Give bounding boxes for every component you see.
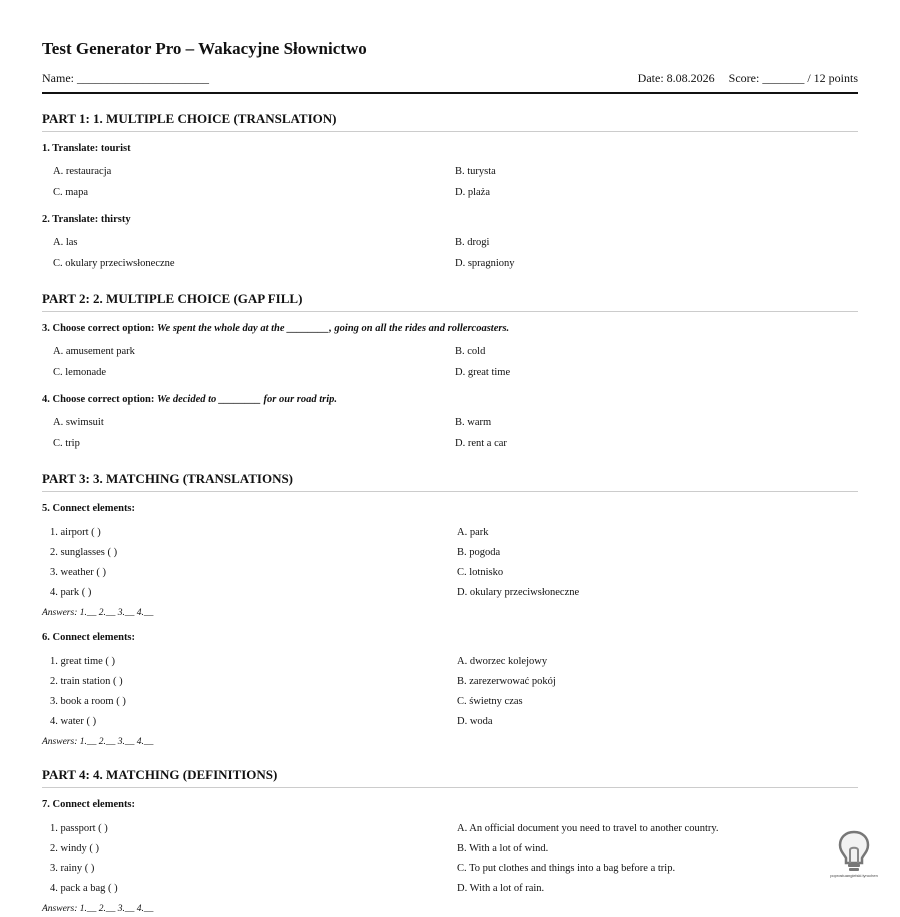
question-prompt	[42, 321, 858, 337]
match-left-item: 1. passport ( )	[50, 823, 108, 834]
logo-text: poprostuangielski.tyrochen	[830, 873, 878, 878]
header-divider	[42, 92, 858, 94]
match-right-item: B. With a lot of wind.	[457, 843, 549, 854]
gap-sentence: We spent the whole day at the ________, going on all the rides and rollercoasters.	[157, 323, 510, 334]
match-left-item: 1. airport ( )	[50, 527, 101, 538]
score-field: Score: _______ / 12 points	[728, 71, 858, 85]
page-title: Test Generator Pro – Wakacyjne Słownictwo	[42, 39, 367, 58]
match-right-item: C. To put clothes and things into a bag before a trip.	[457, 863, 676, 874]
match-left-item: 2. windy ( )	[50, 843, 99, 854]
match-left-item: 4. park ( )	[50, 587, 92, 598]
section-part-2	[42, 290, 858, 454]
options-grid	[42, 341, 858, 383]
match-right-item: B. zarezerwować pokój	[457, 676, 556, 687]
option-c: C. lemonade	[53, 367, 107, 378]
section-heading: PART 4: 4. MATCHING (DEFINITIONS)	[42, 766, 858, 788]
question-prompt: 5. Connect elements:	[42, 503, 136, 514]
section-part-1	[42, 110, 858, 274]
matching-grid	[42, 652, 858, 732]
option-b: B. warm	[455, 417, 492, 428]
name-field: Name: ______________________	[42, 71, 209, 85]
match-right-item: B. pogoda	[457, 547, 501, 558]
header-right	[638, 70, 858, 86]
question-2	[42, 212, 858, 274]
match-right-item: A. An official document you need to travel to another country.	[457, 823, 719, 834]
options-grid	[42, 412, 858, 454]
question-1	[42, 141, 858, 203]
match-right-item: D. With a lot of rain.	[457, 883, 545, 894]
options-grid	[42, 161, 858, 203]
question-7	[42, 797, 858, 917]
question-prompt: 1. Translate: tourist	[42, 143, 131, 154]
answer-line: Answers: 1.__ 2.__ 3.__ 4.__	[42, 904, 154, 914]
section-part-4	[42, 766, 858, 917]
question-4	[42, 392, 858, 454]
question-prompt	[42, 392, 858, 408]
worksheet	[42, 38, 858, 917]
question-3	[42, 321, 858, 383]
match-left-item: 4. pack a bag ( )	[50, 883, 118, 894]
question-prompt: 6. Connect elements:	[42, 632, 136, 643]
option-a: A. amusement park	[53, 346, 135, 357]
match-right-item: A. dworzec kolejowy	[457, 656, 548, 667]
question-5	[42, 501, 858, 621]
match-left-item: 4. water ( )	[50, 716, 97, 727]
option-d: D. rent a car	[455, 438, 507, 449]
option-a: A. restauracja	[53, 166, 112, 177]
match-left-item: 1. great time ( )	[50, 656, 116, 667]
answer-line: Answers: 1.__ 2.__ 3.__ 4.__	[42, 608, 154, 618]
option-c: C. trip	[53, 438, 80, 449]
option-d: D. spragniony	[455, 258, 515, 269]
option-b: B. cold	[455, 346, 486, 357]
match-right-item: C. świetny czas	[457, 696, 523, 707]
option-d: D. plaża	[455, 187, 490, 198]
question-prompt: 2. Translate: thirsty	[42, 214, 131, 225]
matching-grid	[42, 523, 858, 603]
answer-line: Answers: 1.__ 2.__ 3.__ 4.__	[42, 737, 154, 747]
match-right-item: A. park	[457, 527, 489, 538]
match-right-item: D. woda	[457, 716, 493, 727]
option-a: A. swimsuit	[53, 417, 104, 428]
section-part-3	[42, 470, 858, 750]
option-b: B. drogi	[455, 237, 490, 248]
section-heading: PART 1: 1. MULTIPLE CHOICE (TRANSLATION)	[42, 110, 858, 132]
option-b: B. turysta	[455, 166, 496, 177]
question-prompt: 7. Connect elements:	[42, 799, 136, 810]
option-c: C. okulary przeciwsłoneczne	[53, 258, 175, 269]
section-heading: PART 3: 3. MATCHING (TRANSLATIONS)	[42, 470, 858, 492]
option-a: A. las	[53, 237, 78, 248]
option-c: C. mapa	[53, 187, 88, 198]
match-left-item: 3. book a room ( )	[50, 696, 126, 707]
section-heading: PART 2: 2. MULTIPLE CHOICE (GAP FILL)	[42, 290, 858, 312]
gap-sentence: We decided to ________ for our road trip.	[157, 394, 338, 405]
match-right-item: D. okulary przeciwsłoneczne	[457, 587, 580, 598]
matching-grid	[42, 819, 858, 899]
match-right-item: C. lotnisko	[457, 567, 504, 578]
option-d: D. great time	[455, 367, 511, 378]
match-left-item: 3. rainy ( )	[50, 863, 95, 874]
lightbulb-icon	[837, 830, 871, 872]
question-6	[42, 630, 858, 750]
prompt-label: 3. Choose correct option:	[42, 323, 157, 334]
date-label: Date: 8.08.2026	[637, 71, 715, 85]
worksheet-header	[42, 70, 858, 86]
prompt-label: 4. Choose correct option:	[42, 394, 157, 405]
options-grid	[42, 232, 858, 274]
match-left-item: 2. train station ( )	[50, 676, 123, 687]
brand-logo	[826, 830, 882, 886]
match-left-item: 3. weather ( )	[50, 567, 106, 578]
match-left-item: 2. sunglasses ( )	[50, 547, 118, 558]
